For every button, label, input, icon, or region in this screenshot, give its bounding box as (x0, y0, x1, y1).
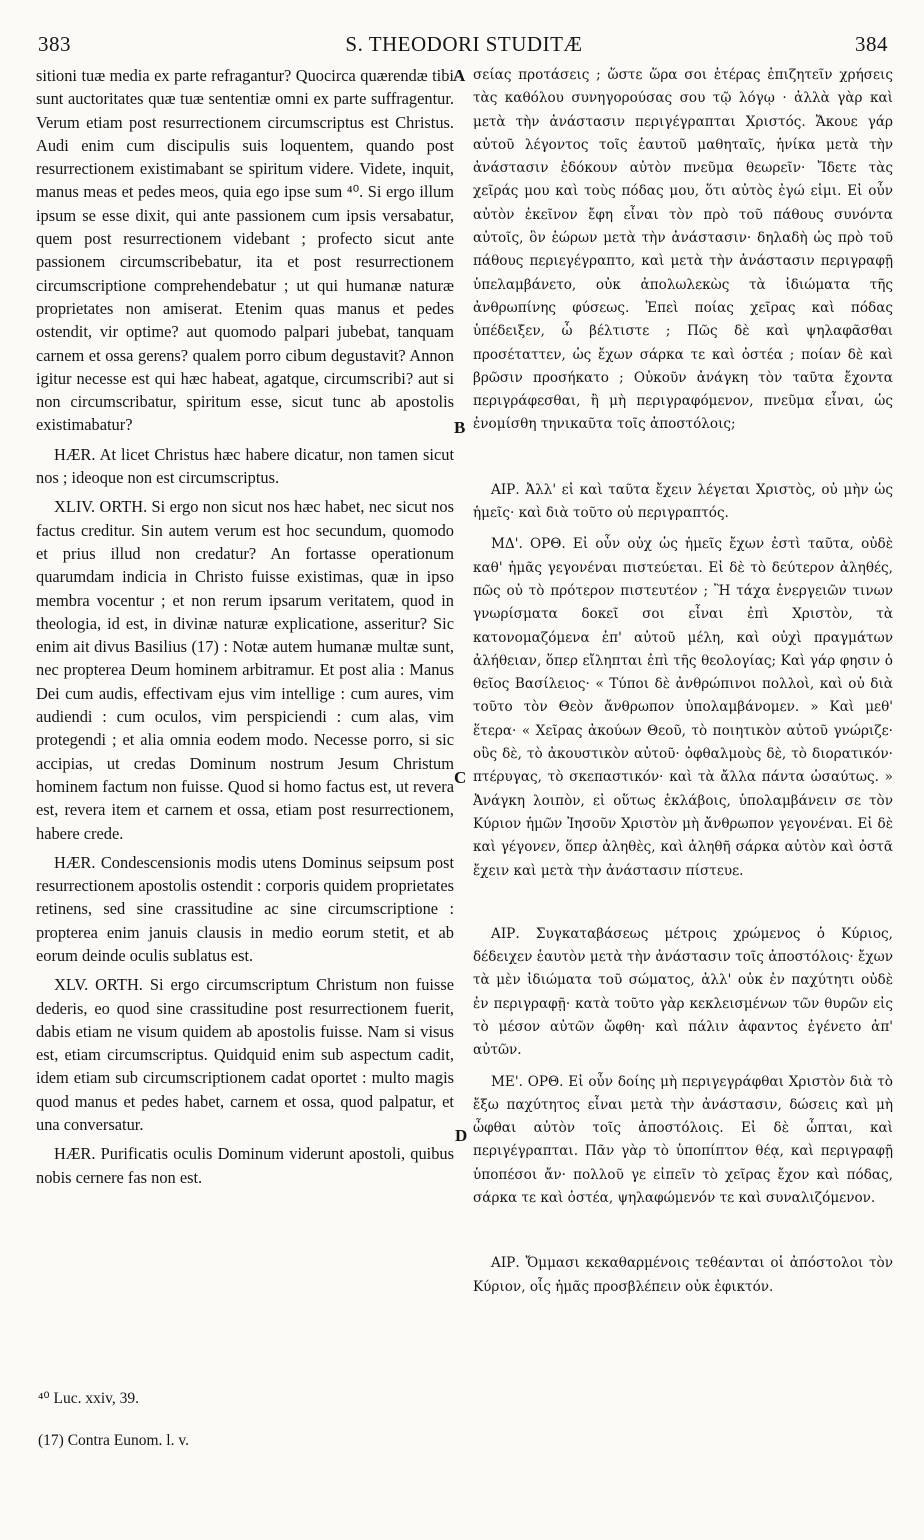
footnote-40: ⁴⁰ Luc. xxiv, 39. (38, 1390, 140, 1407)
margin-marker-a: A (453, 66, 466, 85)
latin-paragraph-1: sitioni tuæ media ex parte refragantur? Quocirca quærendæ tibi sunt auctoritates quæ tuæ sententiæ omni ex parte suffragentur. Verum etiam post resurrectionem circumscriptus est Christus. Audi enim cum discipulis suis loquentem, quando post resurrectionem existimabant se spiritum videre. Videte, inquit, manus meas et pedes meos, quia ego ipse sum ⁴⁰. Si ergo illum ipsum se esse dixit, qui ante passionem cum ipsis versabatur, quem post resurrectionem videbant ; profecto sicut ante passionem circumscribebatur, ita et post resurrectionem circumscriptione comprehendebatur ; ut qui humanæ naturæ proprietates non amiserat. Etenim quas manus et pedes ostendit, vir optime? aut quomodo palpari jubebat, tanquam carnem et ossa gerens? qualem porro cibum degustavit? Annon igitur necesse est qui hæc habeat, agatque, circumscribi? aut si non circumscribatur, spiritum esse, sicut tunc ab apostolis existimabatur? (36, 66, 454, 435)
latin-column (36, 64, 454, 1189)
greek-paragraph-3: ΜΔ'. ΟΡΘ. Εἰ οὖν οὐχ ὡς ἡμεῖς ἔχων ἐστὶ ταῦτα, οὐδὲ καθ' ἡμᾶς γεγονέναι πιστεύεται. Εἰ δὲ τὸ δεύτερον ἀληθές, πῶς οὐ τὸ πρότερον πιστευτέον ; Ἢ τάχα ἐνεργειῶν τινων γνωρίσματα δοκεῖ σοι εἶναι ἐπὶ Χριστὸν, τὰ κατονομαζόμενα ἐπ' αὐτοῦ μέλη, καὶ οὐχὶ πραγμάτων ἀλήθειαν, ὅπερ εἴληπται ἐπὶ τῆς θεολογίας; Καὶ γάρ φησιν ὁ θεῖος Βασίλειος· « Τύποι δὲ ἀνθρώπινοι πολλοὶ, καὶ οὐ διὰ τοῦτο τὸν Θεὸν ἄνθρωπον ὑπολαμβάνομεν. » Καὶ μεθ' ἕτερα· « Χεῖρας ἀκούων Θεοῦ, τὸ ποιητικὸν αὐτοῦ γνώριζε· οὓς δὲ, τὸ ἀκουστικὸν αὐτοῦ· ὀφθαλμοὺς δὲ, τὸ διορατικόν· πτέρυγας, τὸ σκεπαστικόν· καὶ τὰ ἄλλα πάντα ὡσαύτως. » Ἀνάγκη λοιπὸν, εἰ οὕτως ἐκλάβοις, ὑπολαμβάνειν σε τὸν Κύριον ἡμῶν Ἰησοῦν Χριστὸν μὴ ἄνθρωπον γεγονέναι. Εἰ δὲ καὶ γέγονεν, ὅπερ ἀληθὲς, καὶ ἀληθῆ σάρκα αὐτὸν καὶ ὀστᾶ ἔχειν καὶ μετὰ τὴν ἀνάστασιν πίστευε. (473, 536, 893, 879)
latin-paragraph-6: HÆR. Purificatis oculis Dominum viderunt apostoli, quibus nobis cernere fas non est. (36, 1144, 454, 1187)
greek-paragraph-2: ΑΙΡ. Ἀλλ' εἰ καὶ ταῦτα ἔχειν λέγεται Χριστὸς, οὐ μὴν ὡς ἡμεῖς· καὶ διὰ τοῦτο οὐ περιγραπτός. (473, 481, 893, 522)
latin-paragraph-5: XLV. ORTH. Si ergo circumscriptum Christum non fuisse dederis, eo quod sine crassitudine post resurrectionem fuerit, dabis etiam ne visum quidem ab apostolis fuisse. Nam si visus est, etiam circumscriptus. Quidquid enim sub aspectum cadit, idem etiam sub circumscriptionem cadat oportet : multo magis quod manus et pedes habet, carnem et ossa, quod palpatur, et una conversatur. (36, 975, 454, 1135)
footnotes (38, 1388, 458, 1452)
greek-paragraph-5: ΜΕ'. ΟΡΘ. Εἰ οὖν δοίης μὴ περιγεγράφθαι Χριστὸν διὰ τὸ ἔξω παχύτητος εἶναι μετὰ τὴν ἀνάστασιν, δώσεις καὶ μὴ ὦφθαι αὐτὸν τοῖς ἀποστόλοις. Εἰ δὲ ὦπται, καὶ περιγέγραπται. Πᾶν γὰρ τὸ ὑποπίπτον θέᾳ, καὶ περιγραφῇ ὑποπέσοι ἄν· πολλοῦ γε εἰπεῖν τὸ χεῖρας ἔχον καὶ πόδας, σάρκα τε καὶ ὀστέα, ψηλαφώμενόν τε καὶ συναλιζόμενον. (473, 1073, 893, 1207)
page-number-left: 383 (38, 32, 71, 56)
greek-paragraph-4: ΑΙΡ. Συγκαταβάσεως μέτροις χρώμενος ὁ Κύριος, δέδειχεν ἑαυτὸν μετὰ τὴν ἀνάστασιν τοῖς ἀποστόλοις· ἔχων τὰ μὲν ἰδιώματα τοῦ σώματος, ἀλλ' οὐκ ἐν παχύτητι οὐδὲ ἐν περιγραφῇ· κατὰ τοῦτο γὰρ κεκλεισμένων τῶν θυρῶν εἰς τὸ μέσον αὐτῶν ὤφθη· καὶ πάλιν ἀφαντος ἐγένετο ἀπ' αὐτῶν. (473, 925, 893, 1059)
greek-paragraph-6: ΑΙΡ. Ὄμμασι κεκαθαρμένοις τεθέανται οἱ ἀπόστολοι τὸν Κύριον, οἷς ἡμᾶς προσβλέπειν οὐκ ἐφικτόν. (473, 1255, 893, 1295)
greek-paragraph-1: σείας προτάσεις ; ὥστε ὥρα σοι ἑτέρας ἐπιζητεῖν χρήσεις τὰς καθόλου συνηγορούσας σου τῷ λόγῳ · ἀλλὰ γὰρ καὶ μετὰ τὴν ἀνάστασιν περιγέγραπται Χριστός. Ἄκουε γάρ αὐτοῦ λέγοντος τοῖς ἑαυτοῦ μαθηταῖς, ἡνίκα μετὰ τὴν ἀνάστασιν ἐδόκουν αὐτὸν πνεῦμα θεωρεῖν· Ἴδετε τὰς χεῖράς μου καὶ τοὺς πόδας μου, ὅτι αὐτὸς ἐγώ εἰμι. Εἰ οὖν αὐτὸν ἐκεῖνον ἔφη εἶναι τὸν πρὸ τοῦ πάθους συνόντα αὐτοῖς, ὃν ἑώρων μετὰ τὴν ἀνάστασιν· δηλαδὴ ὡς πρὸ τοῦ πάθους περιεγέγραπτο, καὶ μετὰ τὴν ἀνάστασιν περιγραφῇ ὑπελαμβάνετο, οὐκ ἀπολωλεκὼς τὰ ἰδιώματα τῆς ἀνθρωπίνης φύσεως. Ἐπεὶ ποίας χεῖρας καὶ πόδας ὑπέδειξεν, ὦ βέλτιστε ; Πῶς δὲ καὶ ψηλαφᾶσθαι προσέταττεν, ὡς ἔχων σάρκα τε καὶ ὀστέα ; ποίαν δὲ καὶ βρῶσιν προσήκατο ; Οὐκοῦν ἀνάγκη τὸν ταῦτα ἔχοντα περιγράφεσθαι, ἢ μὴ περιγραφόμενον, πνεῦμα εἶναι, ὡς ἐνομίσθη τηνικαῦτα τοῖς ἀποστόλοις; (473, 67, 893, 433)
running-title: S. THEODORI STUDITÆ (345, 32, 583, 56)
page-header (34, 32, 894, 62)
margin-marker-c: C (454, 768, 467, 787)
footnote-17: (17) Contra Eunom. l. v. (38, 1432, 189, 1449)
latin-paragraph-3: XLIV. ORTH. Si ergo non sicut nos hæc habet, nec sicut nos factus creditur. Sin autem verum est hoc secundum, quomodo et prius illud non credatur? An fortasse operationum quarumdam indicia in Christo fuisse existimas, quæ in ipso membra vocentur ; et non rerum ipsarum veritatem, quod in theologia, id est, in divinæ naturæ explicatione, asseritur? Sic enim ait divus Basilius (17) : Notæ autem humanæ multæ sunt, nec propterea Deum hominem arbitramur. Et post alia : Manus Dei cum audis, effectivam ejus vim intellige : cum aures, vim audiendi : cum oculos, vim perspiciendi : cum alas, vim protegendi ; et alia omnia eodem modo. Necesse porro, si sic accipias, ut credas Dominum nostrum Jesum Christum hominem factum non fuisse. Quod si homo factus est, ut revera est, revera item et carnem et ossa, etiam post resurrectionem, habere crede. (36, 497, 454, 843)
page-number-right: 384 (855, 32, 888, 56)
margin-marker-b: B (454, 418, 466, 437)
latin-paragraph-2: HÆR. At licet Christus hæc habere dicatur, non tamen sicut nos ; ideoque non est circumscriptus. (36, 444, 454, 488)
greek-column (473, 64, 893, 1299)
latin-paragraph-4: HÆR. Condescensionis modis utens Dominus seipsum post resurrectionem apostolis ostendit : corporis quidem proprietates retinens, sed sine crassitudine ac sine circumscriptione : propterea enim januis clausis in medio eorum stetit, et ab eorum deinde oculis sublatus est. (36, 852, 454, 965)
margin-marker-d: D (455, 1126, 468, 1145)
